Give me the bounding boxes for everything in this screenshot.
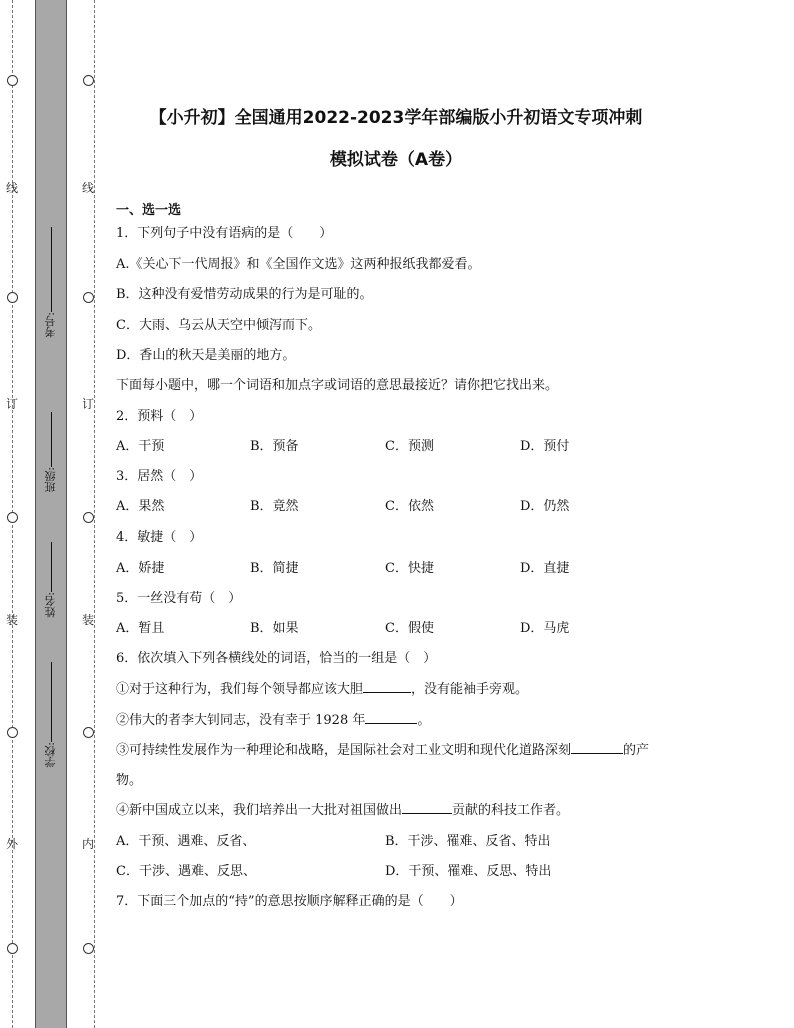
question-3-stem: 3．居然（ ） [116,469,203,484]
page-title: 【小升初】全国通用2022-2023学年部编版小升初语文专项冲刺 [149,108,643,128]
school-label: 学校: [44,742,57,768]
question-3-option-c[interactable]: C．依然 [385,499,434,514]
class-label: 班级: [44,467,57,493]
binding-hole [83,943,94,954]
question-3-option-d[interactable]: D．仍然 [520,499,570,514]
binding-hole [83,292,94,303]
question-4-option-d[interactable]: D．直捷 [520,561,570,576]
question-5-option-a[interactable]: A．暂且 [116,621,165,636]
mark-xian-inner: 线 [82,181,95,195]
mark-ding-outer: 订 [6,397,19,411]
question-1-option-b[interactable]: B．这种没有爱惜劳动成果的行为是可耻的。 [116,287,373,302]
question-1-option-d[interactable]: D．香山的秋天是美丽的地方。 [116,348,296,363]
question-2-option-d[interactable]: D．预付 [520,439,570,454]
mark-ding-inner: 订 [82,397,95,411]
binding-hole [7,727,18,738]
question-6-sentence-3: ③可持续性发展作为一种理论和战略，是国际社会对工业文明和现代化道路深刻 的产 [116,743,650,758]
question-2-stem: 2．预料（ ） [116,409,203,424]
question-1-option-c[interactable]: C．大雨、乌云从天空中倾泻而下。 [116,318,321,333]
gray-binding-bar [35,0,67,1028]
question-6-option-a[interactable]: A．干预、遇难、反省、 [116,834,256,849]
question-6-option-b[interactable]: B．干涉、罹难、反省、特出 [385,834,551,849]
question-3-option-b[interactable]: B．竟然 [250,499,299,514]
binding-hole [7,512,18,523]
page-subtitle: 模拟试卷（A卷） [329,150,463,170]
question-6-option-c[interactable]: C．干涉、遇难、反思、 [116,864,256,879]
binding-hole [83,512,94,523]
instruction-text: 下面每小题中，哪一个词语和加点字或词语的意思最接近？请你把它找出来。 [116,378,559,393]
answer-blank[interactable] [402,801,452,814]
question-4-option-b[interactable]: B．简捷 [250,561,299,576]
exam-number-field[interactable] [40,225,62,338]
question-5-option-c[interactable]: C．假使 [385,621,434,636]
question-4-stem: 4．敏捷（ ） [116,530,203,545]
question-6-option-d[interactable]: D．干预、罹难、反思、特出 [385,864,552,879]
question-5-option-b[interactable]: B．如果 [250,621,299,636]
question-3-option-a[interactable]: A．果然 [116,499,165,514]
question-6-sentence-3-continued: 物。 [116,773,143,788]
exam-number-label: 考号: [44,312,57,338]
question-2-option-a[interactable]: A．干预 [116,439,165,454]
mark-nei-inner: 内 [82,837,95,851]
question-1-stem: 1．下列句子中没有语病的是（ ） [116,226,333,241]
answer-blank[interactable] [365,711,417,724]
mark-xian-outer: 线 [6,181,19,195]
question-4-option-c[interactable]: C．快捷 [385,561,434,576]
question-1-option-a[interactable]: A.《关心下一代周报》和《全国作文选》这两种报纸我都爱看。 [116,257,481,272]
question-6-sentence-4: ④新中国成立以来，我们培养出一大批对祖国做出 贡献的科技工作者。 [116,803,570,818]
section-heading: 一、选一选 [116,203,182,218]
question-6-sentence-2: ②伟大的者李大钊同志，没有幸于 1928 年 。 [116,713,431,728]
answer-blank[interactable] [363,680,411,693]
name-label: 姓名: [44,592,57,618]
question-5-option-d[interactable]: D．马虎 [520,621,570,636]
question-6-stem: 6．依次填入下列各横线处的词语，恰当的一组是（ ） [116,651,437,666]
binding-hole [7,292,18,303]
question-2-option-c[interactable]: C．预测 [385,439,434,454]
inner-cut-line [94,0,95,1028]
question-4-option-a[interactable]: A．娇捷 [116,561,165,576]
question-2-option-b[interactable]: B．预备 [250,439,299,454]
class-field[interactable] [40,410,62,493]
question-6-sentence-1: ①对于这种行为，我们每个领导都应该大胆 ，没有能袖手旁观。 [116,682,529,697]
binding-hole [7,75,18,86]
mark-zhuang-inner: 装 [82,613,95,627]
binding-hole [83,75,94,86]
question-7-stem: 7．下面三个加点的“持”的意思按顺序解释正确的是（ ） [116,894,463,909]
mark-wai-outer: 外 [6,837,19,851]
answer-blank[interactable] [571,741,623,754]
binding-hole [7,943,18,954]
question-5-stem: 5．一丝没有苟（ ） [116,591,242,606]
binding-hole [83,727,94,738]
mark-zhuang-outer: 装 [6,613,19,627]
school-field[interactable] [40,660,62,768]
name-field[interactable] [40,540,62,618]
binding-margin [0,0,100,1028]
